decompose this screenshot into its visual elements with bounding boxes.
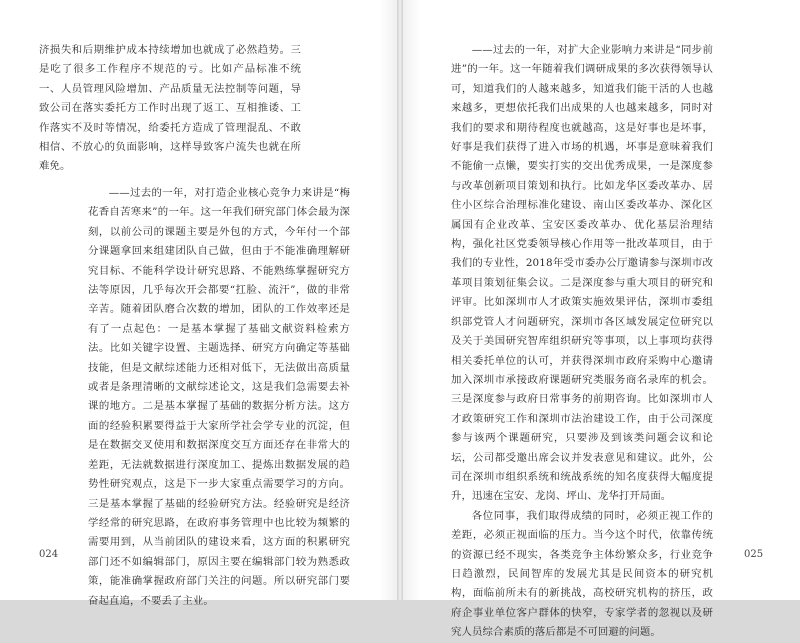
paragraph: 济损失和后期维护成本持续增加也就成了必然趋势。三是吃了很多工作程序不规范的亏。比如产品标准不统一、人员管理风险增加、产品质量无法控制等问题，导致公司在落实委托方工作时出现了返工、互相推诿、工作落实不及时等情况，给委托方造成了管理混乱、不敢相信、不放心的负面影响，这样导致客户流失也就在所难免。 <box>39 44 301 173</box>
page-shadow <box>403 0 421 600</box>
left-text-block-2 <box>88 184 350 611</box>
right-page <box>403 0 800 639</box>
left-page <box>0 0 397 607</box>
left-text-block-1 <box>39 41 301 177</box>
paragraph: 各位同事，我们取得成绩的同时，必须正视工作的差距，必须正视面临的压力。当今这个时代，依靠传统的资源已经不现实，各类竞争主体纷繁众多，行业竞争日趋激烈，民间智库的发展尤其是民间资本的研究机构，面临前所未有的新挑战，高校研究机构的挤压，政府企事业单位客户群体的快窄，专家学者的忽视以及研究人员综合素质的落后都是不可回避的问题。 <box>451 509 713 639</box>
paragraph: ——过去的一年，对打造企业核心竞争力来讲是“梅花香自苦寒来”的一年。这一年我们研究部门体会最为深刻，以前公司的课题主要是外包的方式，今年付一个部分课题拿回来组建团队自己做，但由于不能准确理解研究目标、不能科学设计研究思路、不能熟练掌握研究方法等原因，几乎每次开会都要“扛脸、流汗”，做的非常辛苦。随着团队磨合次数的增加，团队的工作效率还是有了一点起色：一是基本掌握了基础文献资料检索方法。比如关键字设置、主题选择、研究方向确定等基础技能，但是文献综述能力还相对低下，无法做出高质量或者是条理清晰的文献综述论文，这是我们急需要去补课的地方。二是基本掌握了基础的数据分析方法。这方面的经验积累要得益于大家所学社会学专业的沉淀，但是在数据交叉使用和数据深度交互方面还存在非常大的差距，无法就数据进行深度加工、提炼出数据发展的趋势性研究观点，这是下一步大家重点需要学习的方向。三是基本掌握了基础的经验研究方法。经验研究是经济学经常的研究思路，在政府事务管理中也比较为频繁的需要用到，从当前团队的建设来看，这方面的积累研究部门还不如编辑部门，原因主要在编辑部门较为熟悉政策，能准确掌握政府部门关注的问题。所以研究部门要奋起直追，不要丢了主业。 <box>88 187 350 607</box>
page-shadow <box>379 0 397 600</box>
right-text-block-1 <box>451 41 713 643</box>
page-number: 025 <box>744 549 764 560</box>
page-number: 024 <box>39 549 59 560</box>
paragraph: ——过去的一年，对扩大企业影响力来讲是“同步前进”的一年。这一年随着我们调研成果的多次获得领导认可，知道我们的人越来越多，知道我们能干活的人也越来越多，更想依托我们出成果的人也越来越多，同时对我们的要求和期待程度也就越高，这是好事也是坏事，好事是我们获得了进入市场的机遇，坏事是意味着我们不能偷一点懒，要实打实的交出优秀成果，一是深度参与改革创新项目策划和执行。比如龙华区委改革办、居住小区综合治理标准化建设、南山区委改革办、深化区属国有企业改革、宝安区委改革办、优化基层治理结构，强化社区党委领导核心作用等一批改革项目，由于我们的专业性，2018年受市委办公厅邀请参与深圳市改革项目策划征集会议。二是深度参与重大项目的研究和评审。比如深圳市人才政策实施效果评估，深圳市委组织部党管人才问题研究，深圳市各区域发展定位研究以及关于美国研究智库组织研究等事项，以上事项均获得相关委托单位的认可，并获得深圳市政府采购中心邀请加入深圳市承接政府课题研究类服务商名录库的机会。三是深度参与政府日常事务的前期咨询。比如深圳市人才政策研究工作和深圳市法治建设工作，由于公司深度参与该两个课题研究，只要涉及到该类问题会议和论坛，公司都受邀出席会议并发表意见和建议。此外，公司在深圳市组织系统和统战系统的知名度获得大幅度提升，迅速在宝安、龙岗、坪山、龙华打开局面。 <box>451 44 713 503</box>
